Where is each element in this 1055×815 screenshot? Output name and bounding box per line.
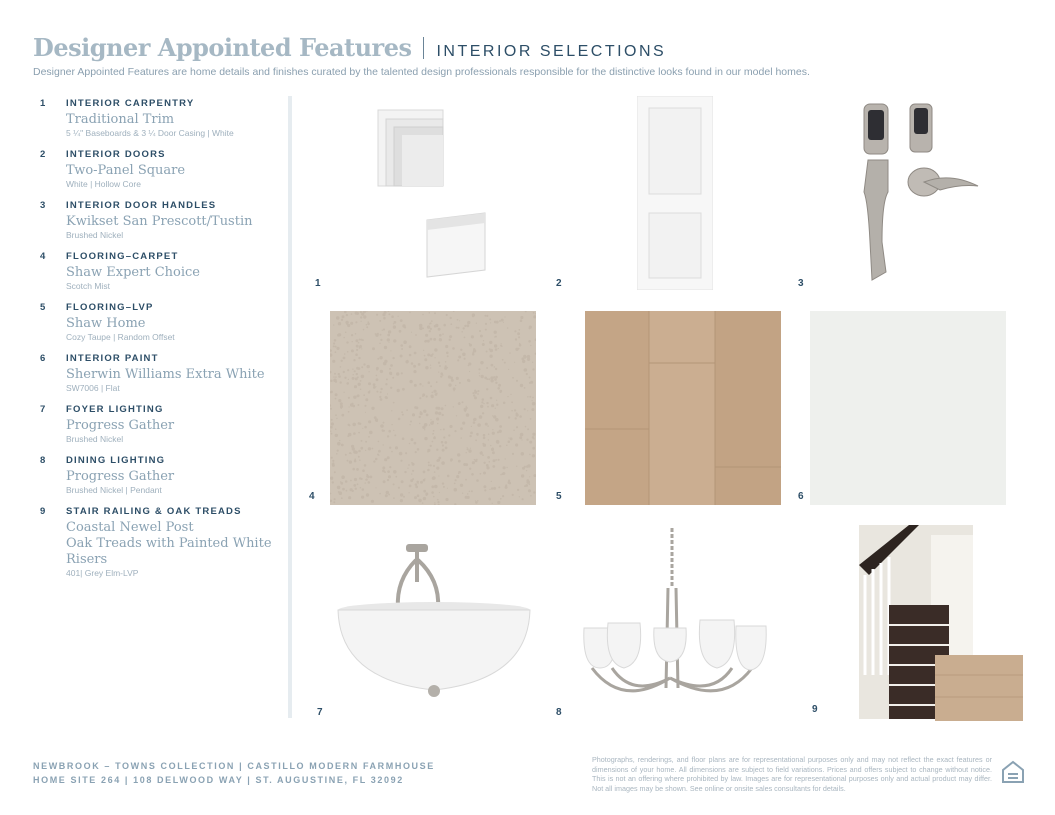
image-number: 4 [309,491,315,502]
item-category: STAIR RAILING & OAK TREADS [66,506,242,517]
item-name: Shaw Home [66,316,146,331]
list-item [40,302,285,343]
item-name: Progress Gather [66,418,175,433]
item-category: FLOORING–CARPET [66,251,179,262]
item-detail: Brushed Nickel | Pendant [66,485,162,495]
item-category: INTERIOR CARPENTRY [66,98,195,109]
item-detail: Cozy Taupe | Random Offset [66,332,175,342]
item-detail: SW7006 | Flat [66,383,120,393]
paint-swatch [810,311,1006,505]
item-category: FLOORING–LVP [66,302,154,313]
item-category: DINING LIGHTING [66,455,166,466]
item-name: Traditional Trim [66,112,175,127]
intro-text: Designer Appointed Features are home details and finishes curated by the talented design professionals responsible for the distinctive looks found in our model homes. [33,66,810,78]
item-category: FOYER LIGHTING [66,404,164,415]
item-detail: Scotch Mist [66,281,110,291]
list-item [40,200,285,241]
image-number: 2 [556,278,562,289]
item-number: 8 [40,455,47,466]
item-name: Two-Panel Square [66,163,186,178]
list-item [40,353,285,394]
item-category: INTERIOR DOOR HANDLES [66,200,217,211]
item-name: Kwikset San Prescott/Tustin [66,214,253,229]
item-name: Progress Gather [66,469,175,484]
item-detail: Brushed Nickel [66,434,124,444]
carpet-swatch [330,311,536,505]
footer-address [33,759,435,787]
page-subtitle: INTERIOR SELECTIONS [436,43,667,60]
image-number: 7 [317,707,323,718]
image-number: 1 [315,278,321,289]
selections-list [40,98,285,589]
item-number: 5 [40,302,47,313]
item-number: 7 [40,404,47,415]
item-number: 2 [40,149,47,160]
list-item [40,455,285,496]
item-number: 6 [40,353,47,364]
image-number: 9 [812,704,818,715]
list-item [40,251,285,292]
stair-image [859,525,1025,723]
image-number: 6 [798,491,804,502]
item-number: 3 [40,200,47,211]
item-number: 4 [40,251,47,262]
door-handle-image [860,102,985,287]
footer-collection: NEWBROOK – TOWNS COLLECTION | CASTILLO MODERN FARMHOUSE [33,761,435,771]
item-name: Sherwin Williams Extra White [66,367,265,382]
item-name: Coastal Newel Post Oak Treads with Painted White Risers [66,520,272,567]
image-number: 5 [556,491,562,502]
item-category: INTERIOR PAINT [66,353,159,364]
page-title: Designer Appointed Features [33,33,412,62]
list-item [40,404,285,445]
item-detail: 5 ¼" Baseboards & 3 ¼ Door Casing | White [66,128,234,138]
item-detail: Brushed Nickel [66,230,124,240]
item-detail: 401| Grey Elm-LVP [66,568,139,578]
item-number: 1 [40,98,47,109]
page-header [33,33,666,62]
item-category: INTERIOR DOORS [66,149,166,160]
list-item [40,506,285,579]
item-name: Shaw Expert Choice [66,265,200,280]
door-image [637,96,713,290]
dining-light-image [582,528,772,713]
item-detail: White | Hollow Core [66,179,141,189]
list-item [40,149,285,190]
vertical-divider [288,96,292,718]
title-divider [423,37,424,59]
foyer-light-image [336,540,536,700]
image-number: 3 [798,278,804,289]
list-item [40,98,285,139]
image-number: 8 [556,707,562,718]
equal-housing-opportunity-icon [1001,760,1025,786]
footer-homesite: HOME SITE 264 | 108 DELWOOD WAY | ST. AUGUSTINE, FL 32092 [33,775,404,785]
lvp-swatch [585,311,781,505]
footer-disclaimer: Photographs, renderings, and floor plans are for representational purposes only and may not reflect the exact features or dimensions of your home. All dimensions are subject to field variations. Prices and offers subject to change without notice. This is not an offering where prohibited by law. Images are for representational purposes only and actual product may differ. Not all images may be shown. See online or onsite sales consultants for details. [592,755,992,793]
trim-image [370,105,500,285]
item-number: 9 [40,506,47,517]
